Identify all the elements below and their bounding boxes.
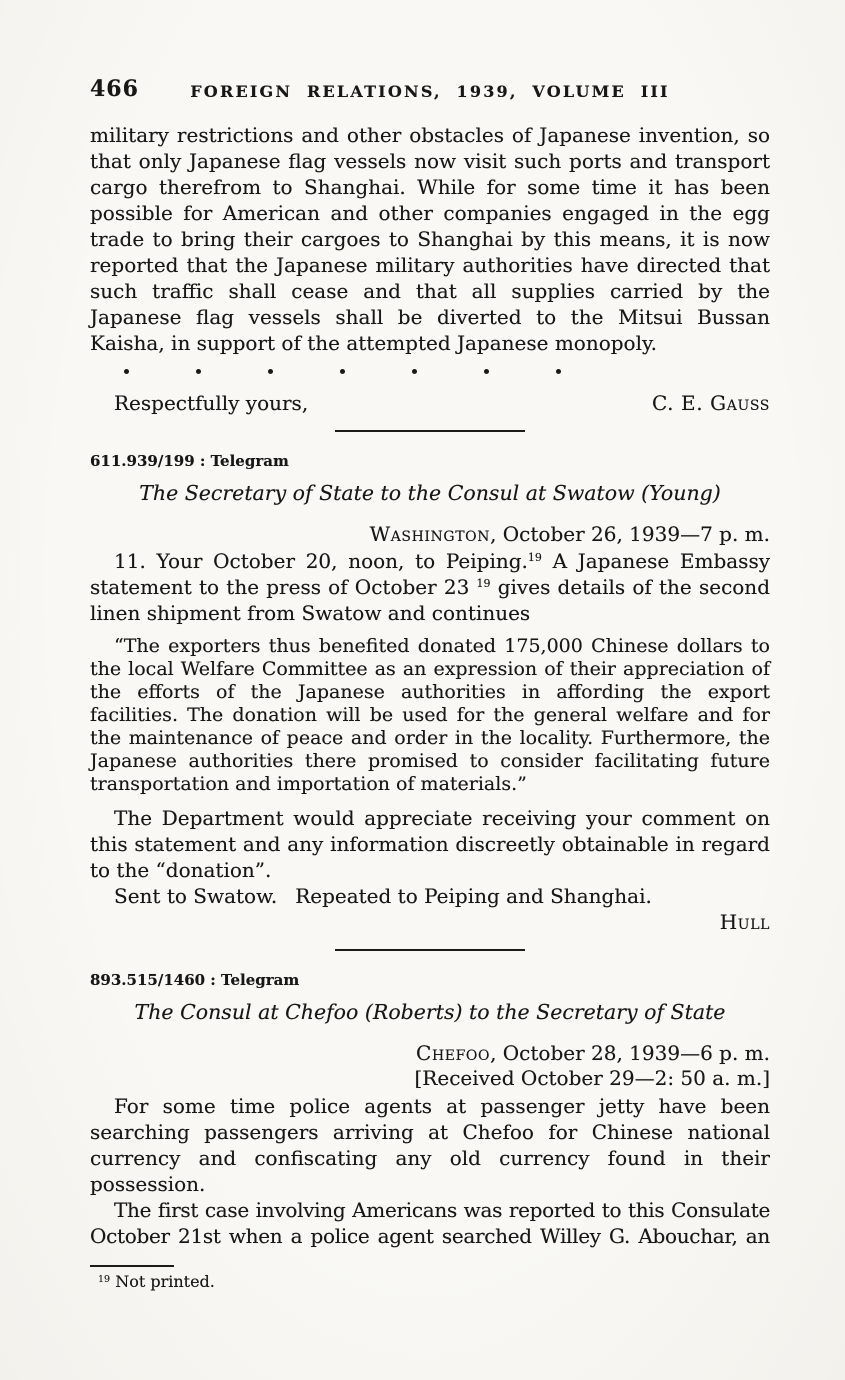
paragraph-text: gives details of the second linen shipment from Swatow and continues: [90, 575, 770, 625]
separator-dot: [484, 369, 489, 374]
received-line: [Received October 29—2: 50 a. m.]: [414, 1066, 770, 1090]
paragraph-text: A Japanese Embassy statement to the press of October 23: [90, 549, 771, 599]
footnote-reference: 19: [476, 577, 491, 590]
document-heading-2: The Consul at Chefoo (Roberts) to the Secretary of State: [134, 1000, 726, 1024]
running-title: FOREIGN RELATIONS, 1939, VOLUME III: [190, 82, 670, 101]
dateline-place: Chefoo: [416, 1041, 491, 1065]
footnote: [90, 1272, 770, 1292]
footnote-marker: 19: [98, 1274, 111, 1285]
signature-gauss: C. E. Gauss: [651, 391, 770, 415]
closing-row: [90, 390, 770, 416]
separator-dot: [412, 369, 417, 374]
separator-dot: [124, 369, 129, 374]
dateline-rest: , October 28, 1939—6 p. m.: [490, 1041, 770, 1065]
paragraph-text: 11. Your October 20, noon, to Peiping.: [114, 549, 528, 573]
telegram1-paragraph-1: [90, 548, 770, 626]
document-heading-1: The Secretary of State to the Consul at Swatow (Young): [139, 481, 721, 505]
signature-hull: Hull: [719, 910, 770, 934]
separator-dot: [556, 369, 561, 374]
section-divider: [335, 430, 525, 432]
telegram1-paragraph-2: The Department would appreciate receiving your comment on this statement and any information discreetly obtainable in regard to the “donation”.: [90, 806, 770, 882]
repeated-text: Repeated to Peiping and Shanghai.: [295, 884, 652, 908]
section-divider: [335, 949, 525, 951]
dateline-1: [90, 521, 770, 547]
separator-dot: [268, 369, 273, 374]
ellipsis-separator: [90, 368, 770, 374]
telegram2-paragraph-1: For some time police agents at passenger jetty have been searching passengers arriving at Chefoo for Chinese national currency and confiscating any old currency found in their possession.: [90, 1094, 770, 1196]
dateline-2: [90, 1040, 770, 1066]
footnote-divider: [90, 1265, 174, 1267]
footnote-reference: 19: [527, 551, 542, 564]
file-reference-1: 611.939/199 : Telegram: [90, 452, 289, 470]
telegram1-sent-line: [90, 883, 770, 909]
closing-phrase: Respectfully yours,: [114, 391, 309, 415]
separator-dot: [340, 369, 345, 374]
signature-line: [90, 909, 770, 935]
continuation-paragraph: military restrictions and other obstacles of Japanese invention, so that only Japanese flag vessels now visit such ports and transport cargo therefrom to Shanghai. While for some time it has been possible for American and other companies engaged in the egg trade to bring their cargoes to Shanghai by this means, it is now reported that the Japanese military authorities have directed that such traffic shall cease and that all supplies carried by the Japanese flag vessels shall be diverted to the Mitsui Bussan Kaisha, in support of the attempted Japanese monopoly.: [90, 123, 770, 355]
footnote-text: Not printed.: [115, 1272, 215, 1291]
telegram1-quoted-statement: “The exporters thus benefited donated 175,000 Chinese dollars to the local Welfare Committee as an expression of their appreciation of the efforts of the Japanese authorities in affording the export facilities. The donation will be used for the general welfare and for the maintenance of peace and order in the locality. Furthermore, the Japanese authorities there promised to consider facilitating future transportation and importation of materials.”: [90, 635, 770, 795]
sent-text: Sent to Swatow.: [114, 884, 278, 908]
dateline-rest: , October 26, 1939—7 p. m.: [490, 522, 770, 546]
telegram2-paragraph-2: The first case involving Americans was reported to this Consulate October 21st when a police agent searched Willey G. Abouchar, an: [90, 1198, 770, 1248]
file-reference-2: 893.515/1460 : Telegram: [90, 971, 300, 989]
page-number: 466: [90, 76, 139, 102]
dateline-place: Washington: [369, 522, 491, 546]
separator-dot: [196, 369, 201, 374]
running-head: [90, 76, 770, 100]
